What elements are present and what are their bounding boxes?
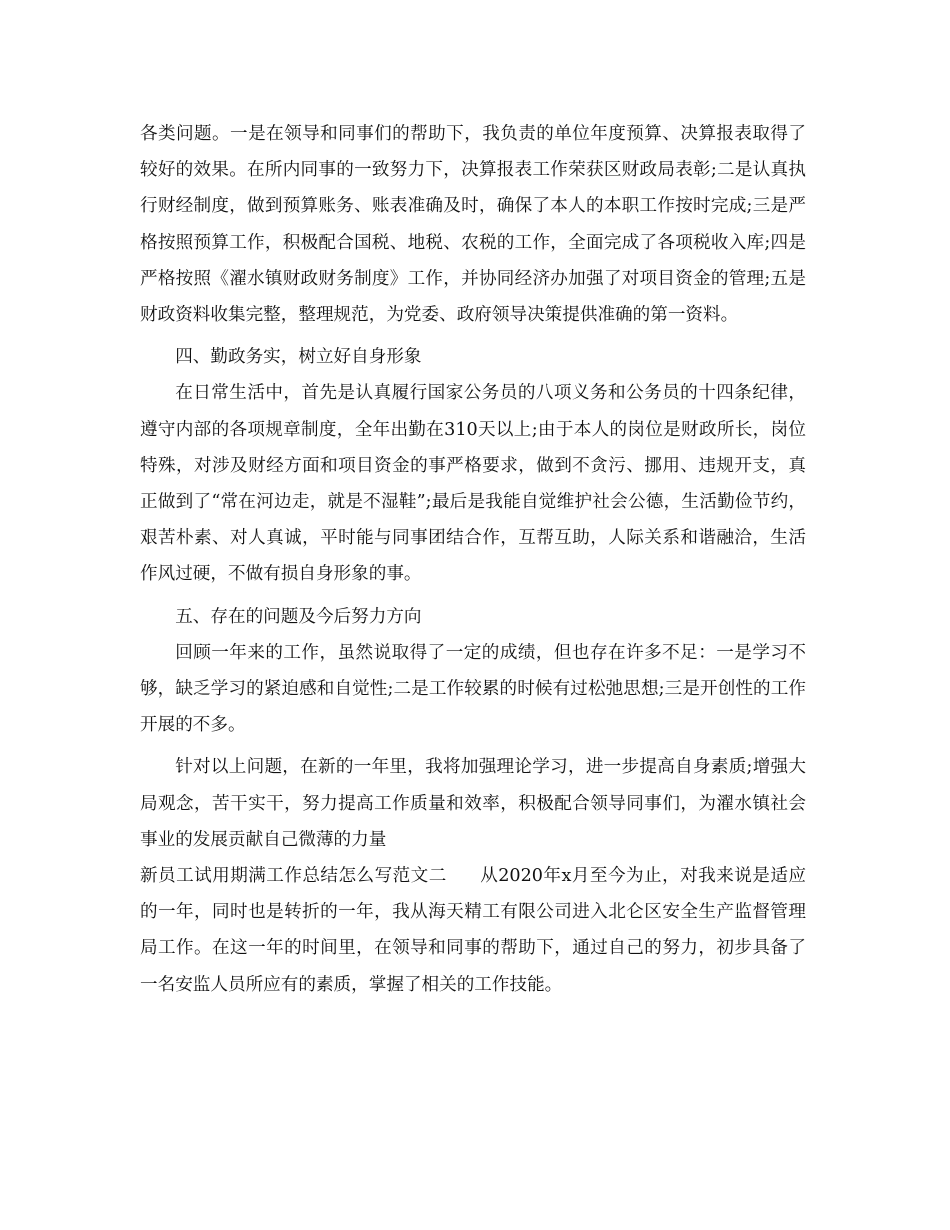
paragraph-plans: 针对以上问题，在新的一年里，我将加强理论学习，进一步提高自身素质;增强大局观念，苦干实干，努力提高工作质量和效率，积极配合领导同事们，为濯水镇社会事业的发展贡献自己微薄的力量 [140,757,806,850]
paragraph-daily-life: 在日常生活中，首先是认真履行国家公务员的八项义务和公务员的十四条纪律，遵守内部的各项规章制度，全年出勤在310天以上;由于本人的岗位是财政所长，岗位特殊，对涉及财经方面和项目资金的事严格要求，做到不贪污、挪用、违规开支，真正做到了“常在河边走，就是不湿鞋”;最后是我能自觉维护社会公德，生活勤俭节约，艰苦朴素、对人真诚，平时能与同事团结合作，互帮互助，人际关系和谐融洽，生活作风过硬，不做有损自身形象的事。 [140,383,806,585]
section-heading-4: 四、勤政务实，树立好自身形象 [175,347,422,368]
paragraph-shortcomings: 回顾一年来的工作，虽然说取得了一定的成绩，但也存在许多不足：一是学习不够，缺乏学习的紧迫感和自觉性;二是工作较累的时候有过松弛思想;三是开创性的工作开展的不多。 [140,642,806,736]
paragraph-finance-work: 各类问题。一是在领导和同事们的帮助下，我负责的单位年度预算、决算报表取得了较好的效果。在所内同事的一致努力下，决算报表工作荣获区财政局表彰;二是认真执行财经制度，做到预算账务、账表准确及时，确保了本人的本职工作按时完成;三是严格按照预算工作，积极配合国税、地税、农税的工作，全面完成了各项税收入库;四是严格按照《濯水镇财政财务制度》工作，并协同经济办加强了对项目资金的管理;五是财政资料收集完整，整理规范，为党委、政府领导决策提供准确的第一资料。 [140,124,806,326]
second-article-paragraph [140,858,806,1003]
document-body [140,116,806,1003]
second-article-title: 新员工试用期满工作总结怎么写范文二 [140,866,447,887]
second-article-body: 从2020年x月至今为止，对我来说是适应的一年，同时也是转折的一年，我从海天精工有限公司进入北仑区安全生产监督管理局工作。在这一年的时间里，在领导和同事的帮助下，通过自己的努力，初步具备了一名安监人员所应有的素质，掌握了相关的工作技能。 [140,866,806,995]
section-heading-5: 五、存在的问题及今后努力方向 [175,606,422,627]
